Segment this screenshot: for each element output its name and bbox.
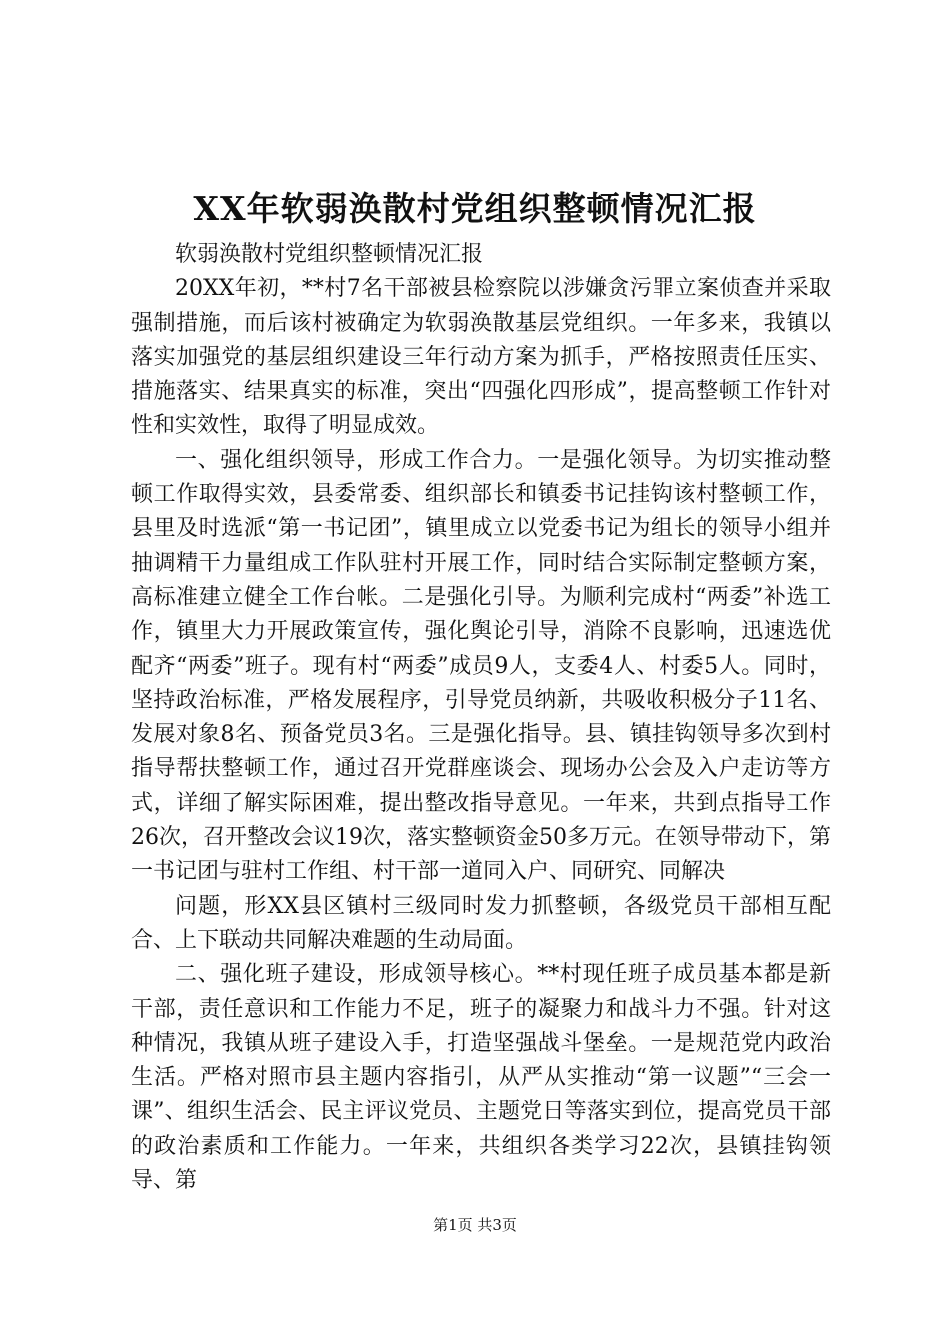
document-body (131, 238, 831, 1198)
paragraph-section-one: 一、强化组织领导，形成工作合力。一是强化领导。为切实推动整顿工作取得实效，县委常委、组织部长和镇委书记挂钩该村整顿工作，县里及时选派“第一书记团”，镇里成立以党委书记为组长的领导小组并抽调精干力量组成工作队驻村开展工作，同时结合实际制定整顿方案，高标准建立健全工作台帐。二是强化引导。为顺利完成村“两委”补选工作，镇里大力开展政策宣传，强化舆论引导，消除不良影响，迅速选优配齐“两委”班子。现有村“两委”成员9人，支委4人、村委5人。同时，坚持政治标准，严格发展程序，引导党员纳新，共吸收积极分子11名、发展对象8名、预备党员3名。三是强化指导。县、镇挂钩领导多次到村指导帮扶整顿工作，通过召开党群座谈会、现场办公会及入户走访等方式，详细了解实际困难，提出整改指导意见。一年来，共到点指导工作26次，召开整改会议19次，落实整顿资金50多万元。在领导带动下，第一书记团与驻村工作组、村干部一道同入户、同研究、同解决 (131, 447, 831, 885)
page-number-footer: 第1页 共3页 (433, 1216, 517, 1234)
paragraph-subtitle: 软弱涣散村党组织整顿情况汇报 (175, 242, 484, 267)
document-title: XX年软弱涣散村党组织整顿情况汇报 (193, 189, 757, 228)
paragraph-section-one-continued: 问题，形XX县区镇村三级同时发力抓整顿，各级党员干部相互配合、上下联动共同解决难题的生动局面。 (131, 893, 831, 953)
paragraph-section-two: 二、强化班子建设，形成领导核心。**村现任班子成员基本都是新干部，责任意识和工作能力不足，班子的凝聚力和战斗力不强。针对这种情况，我镇从班子建设入手，打造坚强战斗堡垒。一是规范党内政治生活。严格对照市县主题内容指引，从严从实推动“第一议题”“三会一课”、组织生活会、民主评议党员、主题党日等落实到位，提高党员干部的政治素质和工作能力。一年来，共组织各类学习22次，县镇挂钩领导、第 (131, 962, 831, 1194)
paragraph-intro: 20XX年初，**村7名干部被县检察院以涉嫌贪污罪立案侦查并采取强制措施，而后该村被确定为软弱涣散基层党组织。一年多来，我镇以落实加强党的基层组织建设三年行动方案为抓手，严格按照责任压实、措施落实、结果真实的标准，突出“四强化四形成”，提高整顿工作针对性和实效性，取得了明显成效。 (131, 276, 831, 439)
